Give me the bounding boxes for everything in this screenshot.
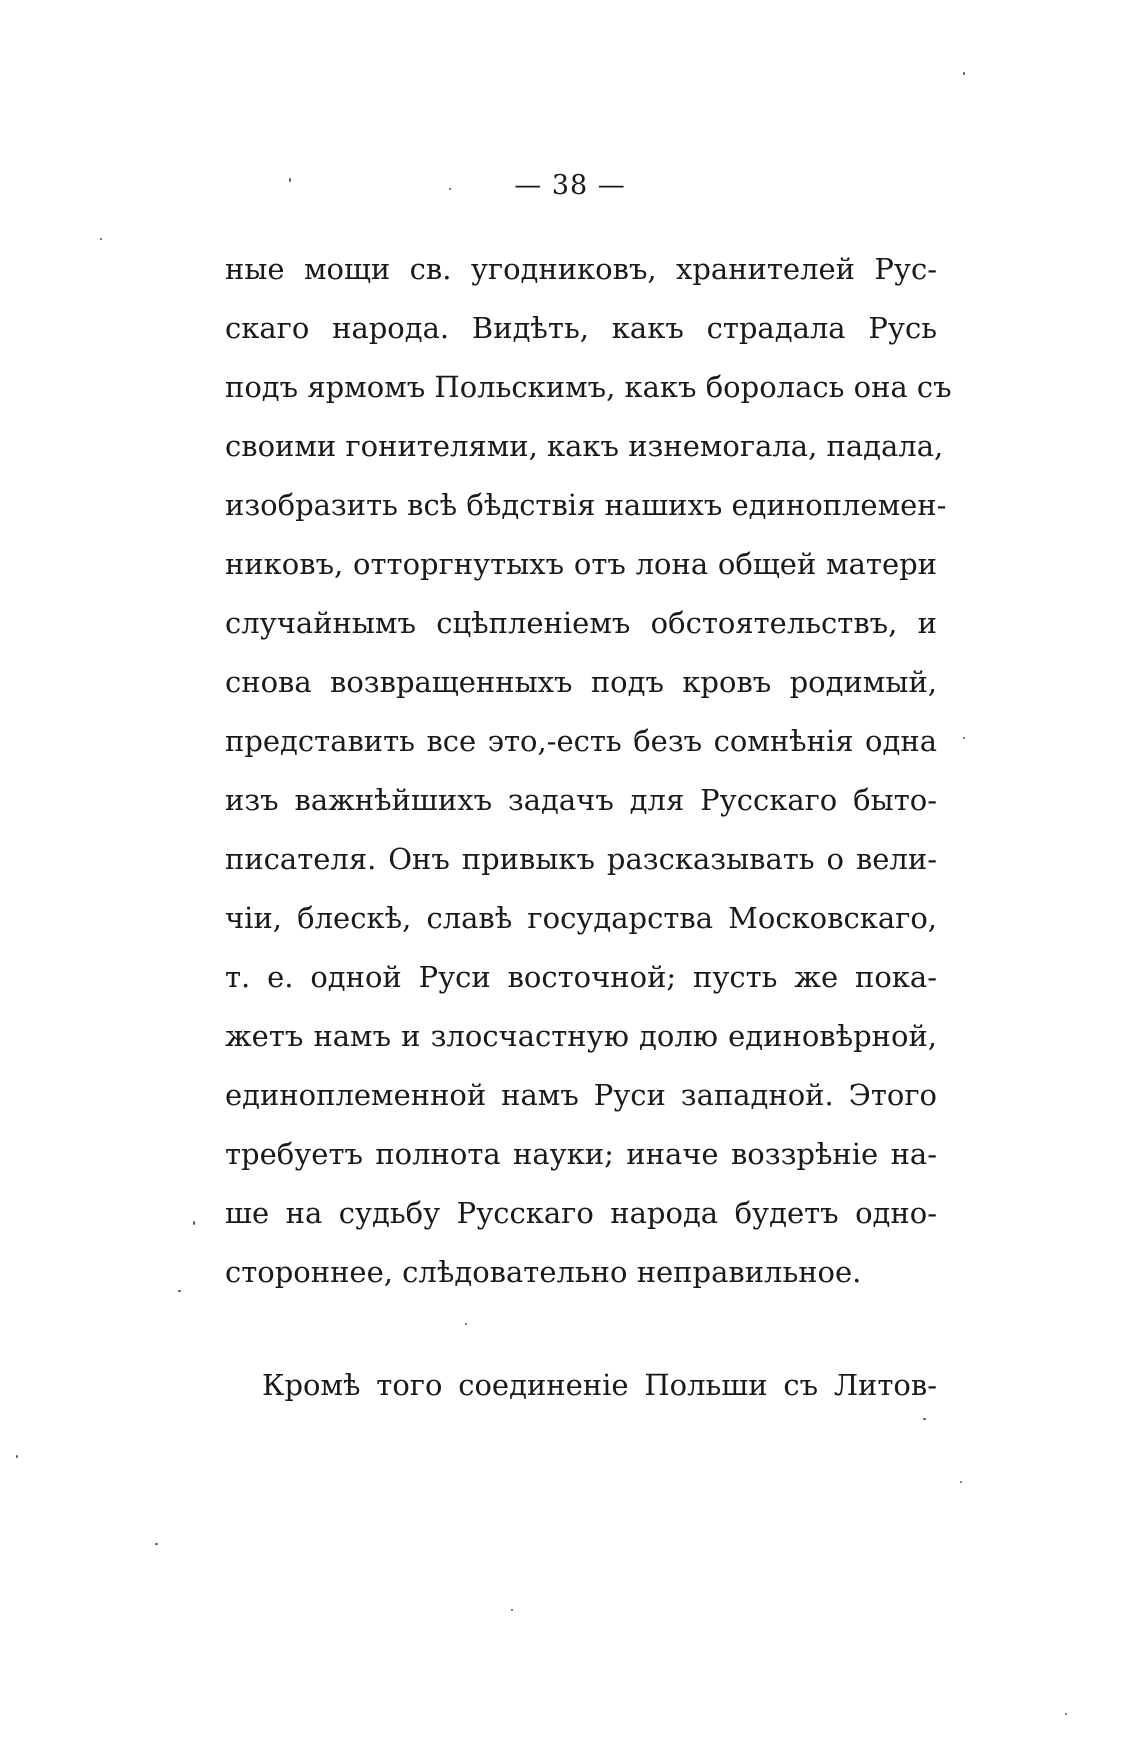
scan-speck [960,1481,962,1483]
text-line: единоплеменной намъ Руси западной. Этого [225,1078,937,1112]
text-line: снова возвращенныхъ подъ кровъ родимый, [225,665,937,699]
scan-speck [511,1609,513,1611]
page-number: — 38 — [514,170,626,201]
text-line: ные мощи св. угодниковъ, хранителей Рус- [225,252,937,286]
text-line: Кромѣ того соединеніе Польши съ Литов- [262,1368,937,1402]
text-line: жетъ намъ и злосчастную долю единовѣрной, [225,1019,937,1053]
text-line: писателя. Онъ привыкъ разсказывать о вели- [225,842,937,876]
scan-speck [1065,1713,1067,1715]
paragraph-2 [262,1356,937,1415]
text-line: никовъ, отторгнутыхъ отъ лона общей матери [225,547,937,581]
text-line: подъ ярмомъ Польскимъ, какъ боролась она съ [225,370,952,404]
text-line: своими гонителями, какъ изнемогала, падала, [225,429,944,463]
scan-speck [100,238,102,240]
text-line: случайнымъ сцѣпленіемъ обстоятельствъ, и [225,606,937,640]
text-line: скаго народа. Видѣть, какъ страдала Русь [225,311,937,345]
text-line: чіи, блескѣ, славѣ государства Московскаго, [225,901,937,935]
text-line: стороннее, слѣдовательно неправильное. [225,1255,862,1289]
scan-speck [16,1455,18,1458]
text-line: т. е. одной Руси восточной; пусть же пока- [225,960,937,994]
scan-speck [289,178,291,182]
text-line: требуетъ полнота науки; иначе воззрѣніе на- [225,1137,937,1171]
scan-speck [155,1543,158,1545]
scan-speck [923,1418,926,1420]
scan-speck [193,1221,195,1225]
scan-speck [449,188,451,190]
text-line: представить все это,-есть безъ сомнѣнія одна [225,724,937,758]
text-line: ше на судьбу Русскаго народа будетъ одно- [225,1196,937,1230]
scan-speck [465,1323,467,1325]
scan-speck [963,737,965,739]
text-line: изъ важнѣйшихъ задачъ для Русскаго быто- [225,783,937,817]
scan-speck [178,1290,181,1292]
paragraph-1 [225,240,952,1302]
text-line: изобразить всѣ бѣдствія нашихъ единоплемен- [225,488,947,522]
scan-speck [963,72,965,75]
